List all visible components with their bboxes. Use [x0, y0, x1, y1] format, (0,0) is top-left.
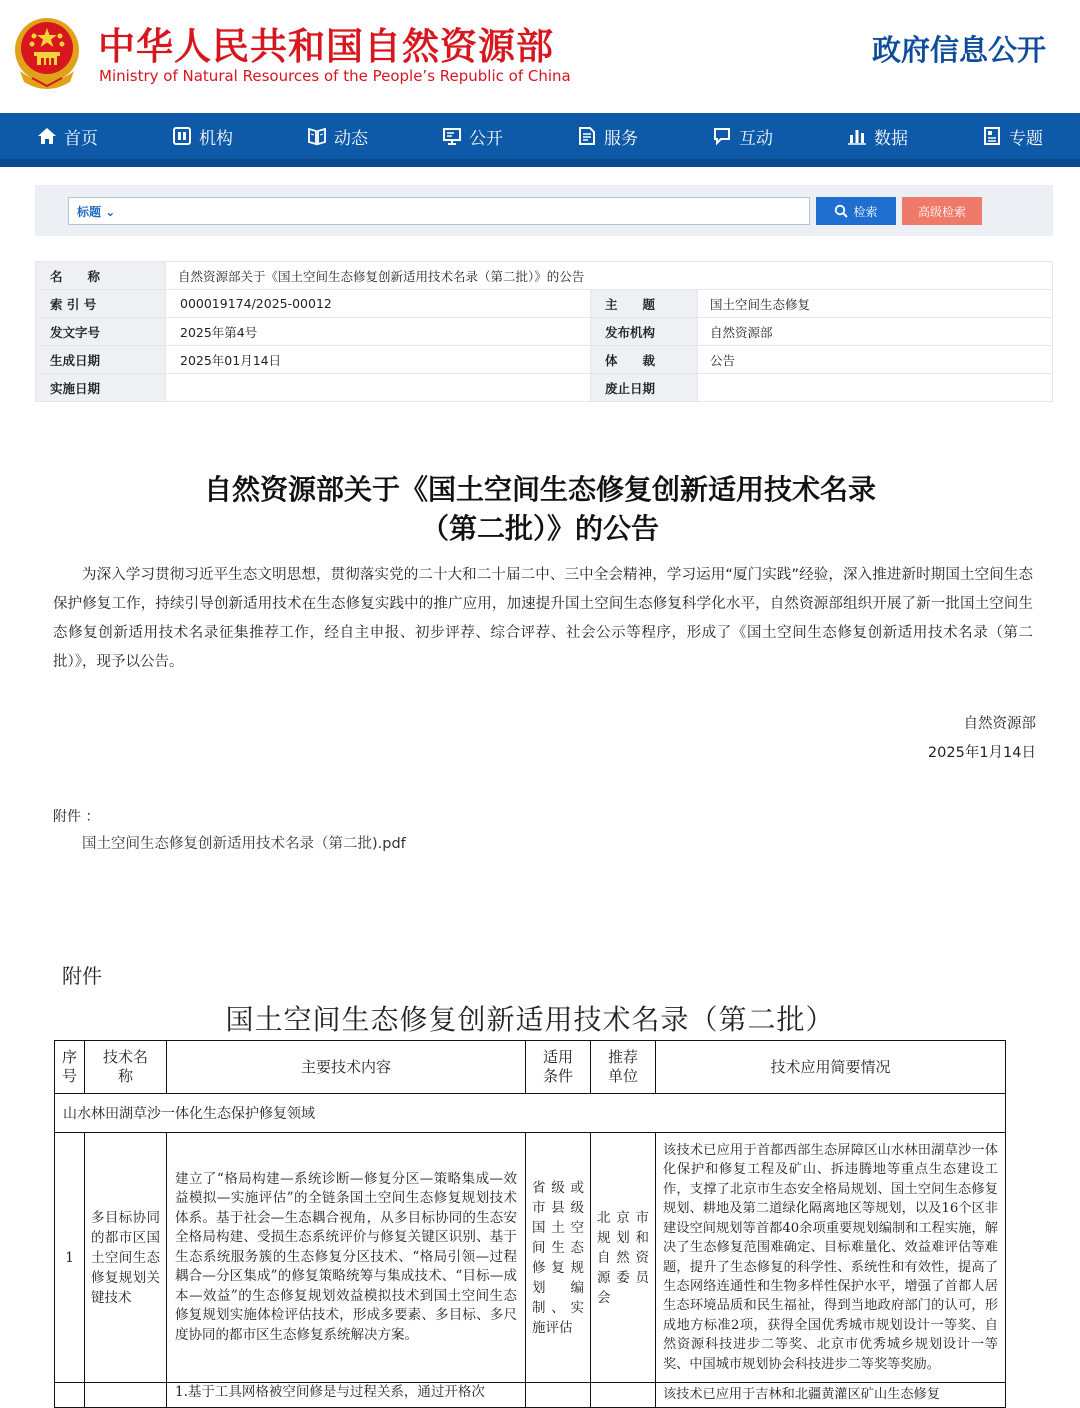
meta-topic-value: 国土空间生态修复 — [698, 290, 1053, 318]
nav-label: 专题 — [1009, 128, 1043, 149]
service-icon — [577, 126, 597, 146]
nav-label: 服务 — [604, 128, 638, 149]
meta-name-value: 自然资源部关于《国土空间生态修复创新适用技术名录（第二批）》的公告 — [166, 262, 1053, 290]
table-row — [55, 1133, 1006, 1383]
org-icon — [172, 126, 192, 146]
article-body: 为深入学习贯彻习近平生态文明思想，贯彻落实党的二十大和二十届二中、三中全会精神，学习运用“厦门实践”经验，深入推进新时期国土空间生态保护修复工作，持续引导创新适用技术在生态修复实践中的推广应用，加速提升国土空间生态修复科学化水平，自然资源部组织开展了新一批国土空间生态修复创新适用技术名录征集推荐工作，经自主申报、初步评荐、综合评荐、社会公示等程序，形成了《国土空间生态修复创新适用技术名录（第二批）》，现予以公告。 — [53, 567, 1033, 670]
attachment-label: 附件 ： — [53, 809, 100, 825]
search-input[interactable] — [121, 199, 805, 223]
search-type-select[interactable] — [77, 203, 115, 220]
news-icon — [307, 126, 327, 146]
row-seq: 1 — [55, 1133, 85, 1383]
col-header-main: 主要技术内容 — [167, 1041, 526, 1094]
row-application: 该技术已应用于吉林和北疆黄灌区矿山生态修复 — [656, 1383, 1006, 1408]
nav-item-open[interactable] — [405, 113, 540, 159]
meta-genre-value: 公告 — [698, 346, 1053, 374]
chat-icon — [712, 126, 732, 146]
meta-key: 实施日期 — [36, 374, 166, 402]
attachment-link[interactable]: 国土空间生态修复创新适用技术名录（第二批).pdf — [82, 836, 406, 852]
col-header-cond: 适用条件 — [526, 1041, 591, 1094]
col-header-app: 技术应用简要情况 — [656, 1041, 1006, 1094]
row-condition: 省级或市县级国土空间生态修复规划编制、实施评估 — [526, 1133, 591, 1383]
nav-item-data[interactable] — [810, 113, 945, 159]
doc-title: 国土空间生态修复创新适用技术名录（第二批） — [225, 1003, 835, 1036]
meta-abol-value — [698, 374, 1053, 402]
row-tech-name — [85, 1383, 167, 1408]
advanced-search-button[interactable] — [902, 197, 982, 225]
row-recommend-unit: 北京市规划和自然资源委员会 — [591, 1133, 656, 1383]
meta-key: 体 裁 — [591, 346, 698, 374]
meta-issuer-value: 自然资源部 — [698, 318, 1053, 346]
meta-key: 名 称 — [36, 262, 166, 290]
nav-label: 数据 — [874, 128, 908, 149]
topic-icon — [982, 126, 1002, 146]
site-header — [0, 0, 1080, 113]
col-header-seq: 序号 — [55, 1041, 85, 1094]
chevron-down-icon: ⌄ — [101, 205, 116, 219]
nav-item-topic[interactable] — [945, 113, 1080, 159]
national-emblem-icon[interactable] — [12, 16, 82, 90]
row-tech-name: 多目标协同的都市区国土空间生态修复规划关键技术 — [85, 1133, 167, 1383]
advanced-search-label: 高级检索 — [917, 204, 966, 219]
row-condition — [526, 1383, 591, 1408]
search-button-label: 检索 — [853, 204, 878, 219]
gov-info-open-title[interactable]: 政府信息公开 — [871, 33, 1046, 67]
category-row: 山水林田湖草沙一体化生态保护修复领域 — [55, 1094, 1006, 1133]
search-type-label: 标题 — [77, 205, 102, 219]
doc-meta-table — [35, 261, 1053, 402]
nav-item-home[interactable] — [0, 113, 135, 159]
row-recommend-unit — [591, 1383, 656, 1408]
col-header-name: 技术名称 — [85, 1041, 167, 1094]
meta-docno-value: 2025年第4号 — [166, 318, 591, 346]
meta-key: 废止日期 — [591, 374, 698, 402]
meta-key: 生成日期 — [36, 346, 166, 374]
home-icon — [37, 126, 57, 146]
nav-label: 公开 — [469, 128, 503, 149]
article-title-line: （第二批）》的公告 — [420, 512, 659, 545]
main-nav — [0, 113, 1080, 167]
search-button[interactable] — [816, 197, 896, 225]
search-icon — [834, 204, 848, 218]
nav-item-service[interactable] — [540, 113, 675, 159]
doc-attachment-label: 附件 — [62, 964, 102, 988]
tech-list-table — [54, 1040, 1006, 1408]
bar-chart-icon — [847, 126, 867, 146]
meta-key: 索 引 号 — [36, 290, 166, 318]
monitor-icon — [442, 126, 462, 146]
row-application: 该技术已应用于首都西部生态屏障区山水林田湖草沙一体化保护和修复工程及矿山、拆违腾地等重点生态建设工作，支撑了北京市生态安全格局规划、国土空间生态修复规划、耕地及第二道绿化隔离地区等规划，以及16个区非建设空间规划等首都40余项重要规划编制和工程实施，解决了生态修复范围难确定、目标难量化、效益难评估等难题，提升了生态修复的科学性、系统性和有效性，提高了生态网络连通性和生物多样性保护水平，增强了首都人居生态环境品质和民生福祉，得到当地政府部门的认可，形成地方标准2项，获得全国优秀城市规划设计一等奖、自然资源科技进步二等奖、北京市优秀城乡规划设计一等奖、中国城市规划协会科技进步二等奖等奖励。 — [656, 1133, 1006, 1383]
meta-impl-value — [166, 374, 591, 402]
search-box — [68, 197, 810, 225]
meta-key: 发布机构 — [591, 318, 698, 346]
search-bar — [35, 185, 1053, 236]
nav-item-interact[interactable] — [675, 113, 810, 159]
nav-item-news[interactable] — [270, 113, 405, 159]
article-title-line: 自然资源部关于《国土空间生态修复创新适用技术名录 — [203, 473, 876, 506]
row-main-content: 建立了“格局构建—系统诊断—修复分区—策略集成—效益模拟—实施评估”的全链条国土空间生态修复规划技术体系。基于社会—生态耦合视角，从多目标协同的生态安全格局构建、受损生态系统评价与修复关键区识别、基于生态系统服务簇的生态修复分区技术、“格局引领—过程耦合—分区集成”的修复策略统筹与集成技术、“目标—成本—效益”的生态修复规划效益模拟技术到国土空间生态修复规划实施体检评估技术，形成多要素、多目标、多尺度协同的都市区生态修复系统解决方案。 — [167, 1133, 526, 1383]
col-header-unit: 推荐单位 — [591, 1041, 656, 1094]
table-row — [55, 1383, 1006, 1408]
site-title: 中华人民共和国自然资源部 — [98, 25, 554, 68]
meta-index-value: 000019174/2025-00012 — [166, 290, 591, 318]
article-title — [0, 470, 1080, 548]
nav-label: 动态 — [334, 128, 368, 149]
row-main-content: 1.基于工具网格被空间修是与过程关系，通过开格次 — [167, 1383, 526, 1408]
meta-date-value: 2025年01月14日 — [166, 346, 591, 374]
nav-label: 互动 — [739, 128, 773, 149]
meta-key: 主 题 — [591, 290, 698, 318]
nav-item-org[interactable] — [135, 113, 270, 159]
row-seq — [55, 1383, 85, 1408]
meta-key: 发文字号 — [36, 318, 166, 346]
nav-label: 机构 — [199, 128, 233, 149]
signature-org: 自然资源部 — [963, 716, 1036, 732]
signature-date: 2025年1月14日 — [927, 745, 1036, 761]
site-title-en: Ministry of Natural Resources of the People’s Republic of China — [99, 67, 571, 85]
nav-label: 首页 — [64, 128, 98, 149]
